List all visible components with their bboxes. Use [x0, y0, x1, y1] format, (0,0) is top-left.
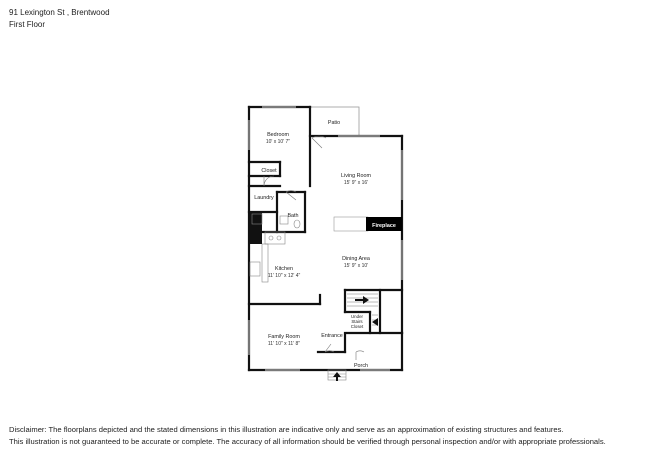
floor-label: First Floor: [9, 20, 45, 29]
bedroom-dims: 10' x 10' 7": [265, 139, 291, 145]
dining-area-label: Dining Area: [342, 256, 370, 262]
entry-arrow-icon: [333, 372, 341, 381]
walls: [249, 107, 402, 370]
porch-label: Porch: [353, 363, 369, 369]
living-room-dims: 15' 9" x 16': [343, 180, 369, 186]
property-address: 91 Lexington St , Brentwood: [9, 8, 110, 17]
kitchen-label: Kitchen: [275, 266, 293, 272]
kitchen-dims: 11' 10" x 12' 4": [267, 273, 301, 279]
disclaimer-line-2: This illustration is not guaranteed to be accurate or complete. The accuracy of all information should be verified through personal inspection and/or with appropriate professionals.: [9, 437, 606, 446]
bath-label: Bath: [287, 213, 299, 219]
laundry-label: Laundry: [254, 195, 274, 201]
under-stairs-line2: Stairs: [351, 319, 363, 324]
fireplace-label: Fireplace: [372, 223, 396, 229]
patio-label: Patio: [327, 120, 341, 126]
fireplace-box: [334, 217, 368, 231]
under-stairs-line1: Under: [351, 314, 363, 319]
bedroom-label: Bedroom: [267, 132, 289, 138]
under-stairs-line3: Closet: [350, 324, 364, 329]
closet-label: Closet: [261, 168, 277, 174]
family-room-dims: 11' 10" x 11' 8": [267, 341, 301, 347]
family-room-label: Family Room: [268, 334, 300, 340]
entrance-label: Entrance: [321, 333, 343, 339]
dining-area-dims: 15' 9" x 10': [343, 263, 369, 269]
living-room-label: Living Room: [341, 173, 371, 179]
disclaimer-line-1: Disclaimer: The floorplans depicted and the stated dimensions in this illustration are indicative only and serve as an approximation of existing structures and features.: [9, 425, 564, 434]
